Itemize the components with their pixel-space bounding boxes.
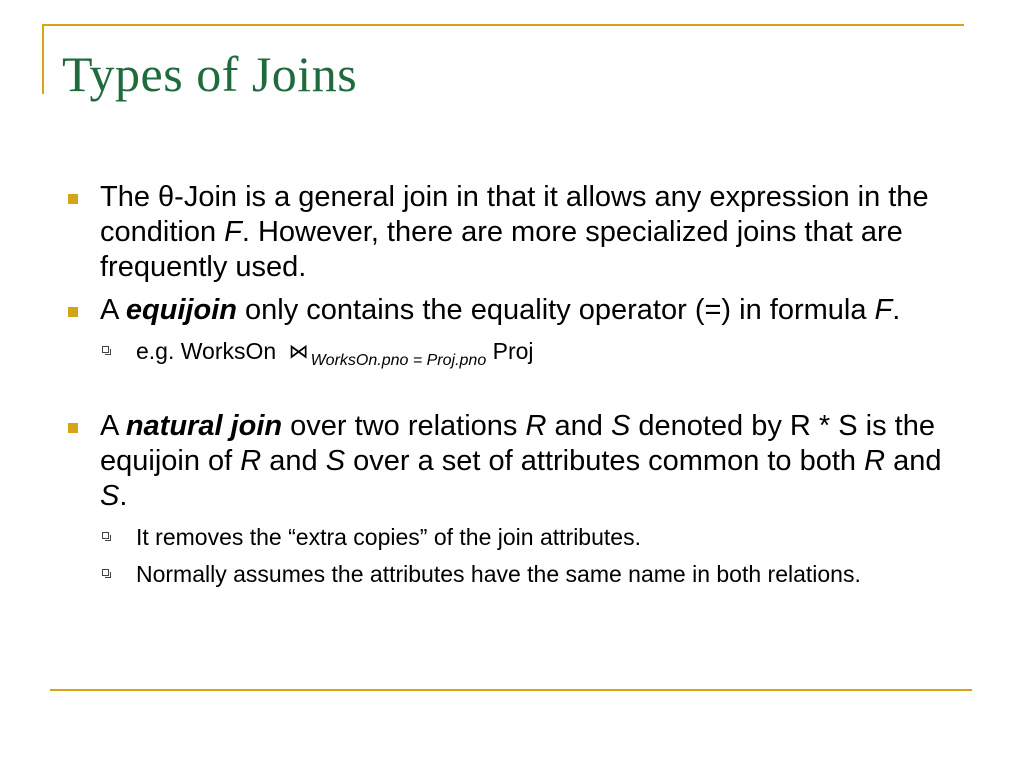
join-condition: WorksOn.pno = Proj.pno xyxy=(310,352,487,369)
bullet-theta-join: The θ-Join is a general join in that it allows any expression in the condition F. However, there are more specialized joins that are frequently used. xyxy=(62,180,962,285)
bullet-natural-join: A natural join over two relations R and S denoted by R * S is the equijoin of R and S over a set of attributes common to both R and S. xyxy=(62,409,962,514)
term-natural-join: natural join xyxy=(125,410,283,442)
top-rule xyxy=(42,24,964,26)
hollow-square-bullet-icon xyxy=(102,532,109,539)
square-bullet-icon xyxy=(68,194,78,204)
hollow-square-bullet-icon xyxy=(102,569,109,576)
spacer xyxy=(62,383,962,409)
sub-bullet-same-name: Normally assumes the attributes have the same name in both relations. xyxy=(62,559,962,589)
hollow-square-bullet-icon xyxy=(102,346,109,353)
sub-bullet-extra-copies: It removes the “extra copies” of the join attributes. xyxy=(62,522,962,552)
left-rule xyxy=(42,24,44,94)
bottom-rule xyxy=(50,689,972,691)
term-equijoin: equijoin xyxy=(125,294,237,326)
square-bullet-icon xyxy=(68,423,78,433)
bowtie-join-icon: ⋈ xyxy=(288,341,309,363)
sub-bullet-example: e.g. WorksOn ⋈ $_{WorksOn.pno = Proj.pno}$ Proj xyxy=(62,336,962,376)
slide-title: Types of Joins xyxy=(62,46,358,102)
slide-body xyxy=(62,180,962,596)
bullet-equijoin: A equijoin only contains the equality operator (=) in formula F. xyxy=(62,293,962,328)
square-bullet-icon xyxy=(68,307,78,317)
